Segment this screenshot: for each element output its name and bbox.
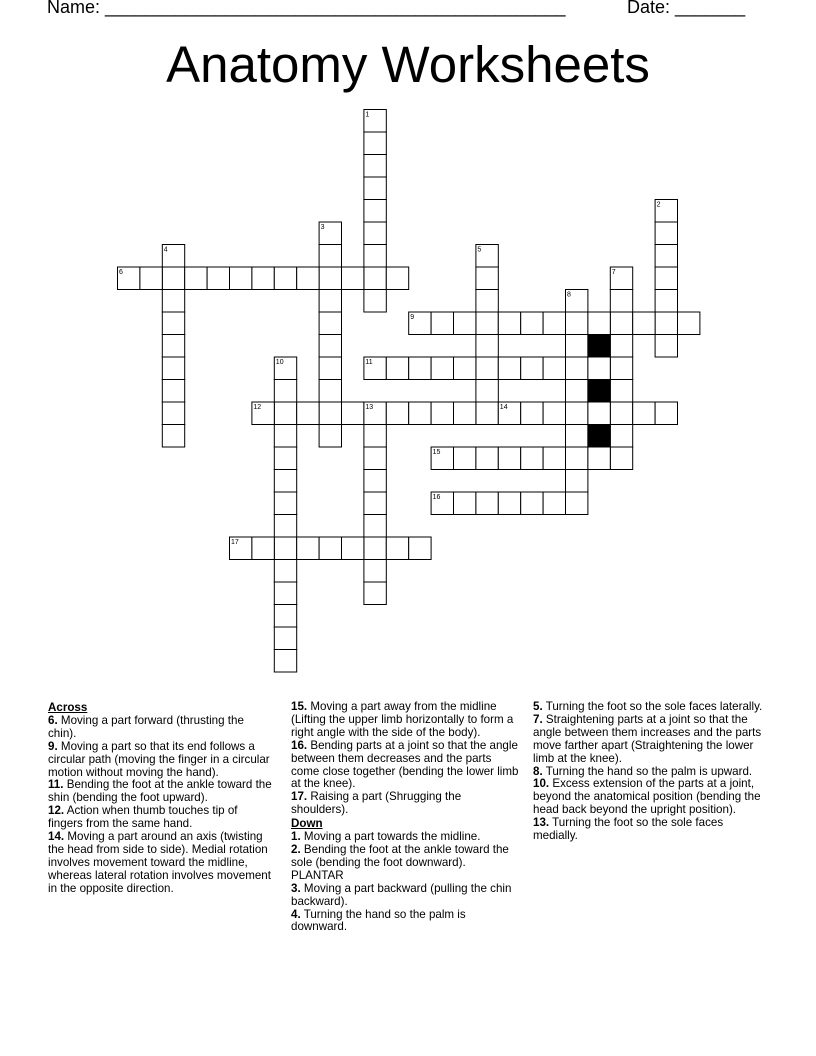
across-heading: Across <box>48 701 88 714</box>
crossword-cell[interactable] <box>610 312 632 335</box>
cell-number: 5 <box>477 246 482 254</box>
crossword-cell[interactable] <box>364 290 386 313</box>
cell-number: 3 <box>320 224 325 231</box>
crossword-cell[interactable] <box>566 447 588 470</box>
cell-number: 2 <box>656 201 661 209</box>
clue-number: 16. <box>291 738 308 752</box>
clue-text: Turning the hand so the palm is downward. <box>291 907 466 934</box>
down-clue <box>291 883 521 909</box>
crossword-cell[interactable] <box>543 402 565 425</box>
clue-number: 9. <box>48 739 58 753</box>
crossword-cell[interactable] <box>364 222 386 245</box>
crossword-cell[interactable] <box>566 335 588 358</box>
clue-number: 11. <box>48 778 64 792</box>
cell-number: 8 <box>567 291 571 299</box>
crossword-cell[interactable] <box>342 402 364 425</box>
crossword-cell[interactable] <box>319 402 341 425</box>
crossword-cell[interactable] <box>431 402 453 425</box>
crossword-cell[interactable] <box>364 582 386 605</box>
crossword-cell[interactable] <box>521 402 543 425</box>
clue-column-3 <box>533 701 765 843</box>
crossword-cell[interactable] <box>364 470 386 493</box>
crossword-cell[interactable] <box>476 335 498 358</box>
cell-number: 16 <box>432 494 441 501</box>
crossword-cell[interactable] <box>364 515 386 538</box>
crossword-cell[interactable] <box>364 267 386 290</box>
crossword-cell[interactable] <box>274 605 296 628</box>
crossword-cell[interactable] <box>162 335 184 358</box>
crossword-cell[interactable] <box>655 312 677 335</box>
crossword-cell[interactable] <box>274 582 296 605</box>
crossword-cell[interactable] <box>319 537 341 560</box>
crossword-cell[interactable] <box>297 267 319 290</box>
crossword-cell[interactable] <box>252 267 274 290</box>
cell-number: 11 <box>365 359 373 366</box>
across-clue <box>291 791 521 817</box>
crossword-cell[interactable] <box>319 245 341 268</box>
crossword-cell[interactable] <box>566 312 588 335</box>
down-clue <box>533 778 765 817</box>
down-clue <box>533 817 765 843</box>
crossword-cell[interactable] <box>476 357 498 380</box>
crossword-cell[interactable] <box>521 357 543 380</box>
crossword-cell[interactable] <box>274 425 296 448</box>
crossword-cell[interactable] <box>319 357 341 380</box>
crossword-cell[interactable] <box>386 537 408 560</box>
clue-text: Moving a part backward (pulling the chin backward). <box>291 881 512 908</box>
clue-text: Action when thumb touches tip of fingers from the same hand. <box>48 804 238 831</box>
crossword-cell[interactable] <box>185 267 207 290</box>
cell-number: 9 <box>410 314 415 321</box>
crossword-cell[interactable] <box>297 537 319 560</box>
crossword-cell[interactable] <box>678 312 700 335</box>
crossword-cell[interactable] <box>162 425 184 448</box>
across-clue <box>48 741 274 780</box>
cell-number: 1 <box>365 111 370 119</box>
crossword-cell[interactable] <box>476 402 498 425</box>
crossword-cell[interactable] <box>342 537 364 560</box>
crossword-cell[interactable] <box>543 357 565 380</box>
clue-number: 6. <box>48 713 58 727</box>
crossword-cell[interactable] <box>162 380 184 403</box>
clue-text: Straightening parts at a joint so that the angle between them increases and the parts move farther apart (Straightening the lower limb at the knee). <box>533 712 762 765</box>
date-field-line: Date: _______ <box>627 0 746 17</box>
crossword-cell[interactable] <box>342 267 364 290</box>
crossword-cell[interactable] <box>207 267 229 290</box>
crossword-cell[interactable] <box>454 402 476 425</box>
clue-number: 1. <box>291 830 301 844</box>
crossword-cell[interactable] <box>364 132 386 155</box>
crossword-cell[interactable] <box>319 290 341 313</box>
crossword-cell[interactable] <box>409 537 431 560</box>
clue-number: 2. <box>291 842 301 856</box>
across-clue <box>48 715 274 741</box>
down-clue <box>291 844 521 883</box>
crossword-cell[interactable] <box>162 357 184 380</box>
crossword-cell[interactable] <box>543 492 565 515</box>
crossword-cell[interactable] <box>386 357 408 380</box>
crossword-cell[interactable] <box>319 425 341 448</box>
crossword-cell[interactable] <box>543 447 565 470</box>
clue-number: 7. <box>533 712 543 726</box>
crossword-cell[interactable] <box>610 335 632 358</box>
crossword-cell[interactable] <box>274 560 296 583</box>
clue-number: 5. <box>533 700 543 713</box>
crossword-cell[interactable] <box>588 312 610 335</box>
across-clue <box>48 779 274 805</box>
crossword-cell[interactable] <box>566 357 588 380</box>
down-clue <box>291 909 521 935</box>
crossword-cell[interactable] <box>364 245 386 268</box>
clue-number: 3. <box>291 881 301 895</box>
crossword-cell[interactable] <box>588 357 610 380</box>
cell-number: 6 <box>119 269 123 276</box>
clue-text: Excess extension of the parts at a joint, beyond the anatomical position (bending the head back beyond the upright position). <box>533 777 761 817</box>
crossword-cell[interactable] <box>409 402 431 425</box>
crossword-cell[interactable] <box>364 537 386 560</box>
crossword-cell[interactable] <box>633 402 655 425</box>
crossword-cell[interactable] <box>498 312 520 335</box>
crossword-cell[interactable] <box>274 380 296 403</box>
crossword-cell[interactable] <box>409 357 431 380</box>
cell-number: 17 <box>231 539 239 546</box>
crossword-cell[interactable] <box>274 470 296 493</box>
cell-number: 13 <box>365 404 374 411</box>
clue-text: Moving a part forward (thrusting the chin). <box>48 713 244 740</box>
clue-number: 12. <box>48 804 65 818</box>
crossword-cell[interactable] <box>610 402 632 425</box>
crossword-cell[interactable] <box>162 267 184 290</box>
crossword-cell[interactable] <box>566 380 588 403</box>
clue-text: Turning the foot so the sole faces laterally. <box>545 700 763 713</box>
crossword-cell[interactable] <box>588 447 610 470</box>
crossword-cell[interactable] <box>274 267 296 290</box>
crossword-cell[interactable] <box>633 312 655 335</box>
across-clue <box>48 831 274 896</box>
clue-number: 15. <box>291 700 308 713</box>
crossword-cell[interactable] <box>655 290 677 313</box>
crossword-cell[interactable] <box>319 267 341 290</box>
crossword-cell[interactable] <box>655 267 677 290</box>
crossword-cell[interactable] <box>431 312 453 335</box>
crossword-cell[interactable] <box>566 492 588 515</box>
crossword-cell[interactable] <box>364 200 386 223</box>
crossword-cell[interactable] <box>655 335 677 358</box>
crossword-cell[interactable] <box>386 267 408 290</box>
crossword-cell[interactable] <box>610 425 632 448</box>
cell-number: 10 <box>275 359 284 366</box>
crossword-cell[interactable] <box>588 402 610 425</box>
clue-number: 14. <box>48 830 65 844</box>
down-clue <box>533 714 765 766</box>
crossword-cell[interactable] <box>610 380 632 403</box>
crossword-cell[interactable] <box>454 447 476 470</box>
crossword-cell[interactable] <box>498 492 520 515</box>
down-heading: Down <box>291 817 323 831</box>
cell-number: 15 <box>432 449 441 456</box>
crossword-cell[interactable] <box>543 312 565 335</box>
crossword-cell[interactable] <box>162 290 184 313</box>
crossword-cell[interactable] <box>274 627 296 650</box>
clue-text: Bending the foot at the ankle toward the sole (bending the foot downward). PLANTAR <box>291 842 509 882</box>
cell-number: 4 <box>163 246 168 254</box>
crossword-cell[interactable] <box>454 492 476 515</box>
clue-text: Moving a part away from the midline (Lifting the upper limb horizontally to form a right angle with the side of the body). <box>291 700 514 739</box>
cell-number: 14 <box>499 404 508 411</box>
crossword-cell[interactable] <box>297 402 319 425</box>
crossword-cell[interactable] <box>162 312 184 335</box>
across-clue <box>48 805 274 831</box>
crossword-shaded-cell <box>588 380 610 403</box>
clue-text: Moving a part so that its end follows a circular path (moving the finger in a circular motion without moving the hand). <box>48 739 270 779</box>
crossword-cell[interactable] <box>364 177 386 200</box>
crossword-cell[interactable] <box>274 447 296 470</box>
clue-text: Turning the hand so the palm is upward. <box>545 764 753 778</box>
clue-number: 17. <box>291 790 308 804</box>
clue-number: 8. <box>533 764 543 778</box>
crossword-cell[interactable] <box>521 312 543 335</box>
crossword-cell[interactable] <box>274 402 296 425</box>
clue-text: Bending the foot at the ankle toward the shin (bending the foot upward). <box>48 778 272 805</box>
crossword-cell[interactable] <box>476 447 498 470</box>
crossword-shaded-cell <box>588 425 610 448</box>
crossword-cell[interactable] <box>274 492 296 515</box>
clue-number: 13. <box>533 816 550 830</box>
crossword-cell[interactable] <box>566 425 588 448</box>
clue-column-1 <box>48 701 274 896</box>
crossword-cell[interactable] <box>610 447 632 470</box>
crossword-cell[interactable] <box>140 267 162 290</box>
crossword-cell[interactable] <box>521 447 543 470</box>
crossword-cell[interactable] <box>364 492 386 515</box>
crossword-cell[interactable] <box>498 447 520 470</box>
crossword-cell[interactable] <box>274 650 296 673</box>
crossword-cell[interactable] <box>364 560 386 583</box>
crossword-cell[interactable] <box>319 312 341 335</box>
crossword-cell[interactable] <box>162 402 184 425</box>
crossword-cell[interactable] <box>655 402 677 425</box>
clue-text: Raising a part (Shrugging the shoulders). <box>291 790 462 817</box>
name-field-line: Name: ______________________________________________ <box>47 0 566 17</box>
clue-text: Bending parts at a joint so that the angle between them decreases and the parts come close together (bending the lower limb at the knee). <box>291 738 519 791</box>
crossword-cell[interactable] <box>566 470 588 493</box>
crossword-cell[interactable] <box>521 492 543 515</box>
crossword-cell[interactable] <box>364 447 386 470</box>
clue-text: Moving a part towards the midline. <box>303 830 481 844</box>
clue-number: 4. <box>291 907 301 921</box>
crossword-cell[interactable] <box>610 290 632 313</box>
crossword-cell[interactable] <box>364 425 386 448</box>
crossword-cell[interactable] <box>476 267 498 290</box>
crossword-cell[interactable] <box>230 267 252 290</box>
crossword-cell[interactable] <box>454 312 476 335</box>
crossword-cell[interactable] <box>476 492 498 515</box>
clue-number: 10. <box>533 777 550 791</box>
crossword-shaded-cell <box>588 335 610 358</box>
crossword-cell[interactable] <box>476 290 498 313</box>
crossword-cell[interactable] <box>252 537 274 560</box>
crossword-cell[interactable] <box>498 357 520 380</box>
crossword-cell[interactable] <box>386 402 408 425</box>
crossword-cell[interactable] <box>274 537 296 560</box>
crossword-cell[interactable] <box>476 380 498 403</box>
across-clue <box>291 740 521 792</box>
clue-text: Turning the foot so the sole faces medially. <box>533 816 724 843</box>
worksheet-title: Anatomy Worksheets <box>166 36 650 93</box>
clue-text: Moving a part around an axis (twisting the head from side to side). Medial rotation involves movement toward the midline, whereas lateral rotation involves movement in the opposite direction. <box>48 830 271 895</box>
across-clue <box>291 701 521 740</box>
clue-column-2 <box>291 701 521 934</box>
crossword-cell[interactable] <box>566 402 588 425</box>
crossword-cell[interactable] <box>655 245 677 268</box>
cell-number: 7 <box>611 269 616 276</box>
crossword-cell[interactable] <box>431 357 453 380</box>
crossword-cell[interactable] <box>476 312 498 335</box>
cell-number: 12 <box>253 404 262 411</box>
crossword-cell[interactable] <box>454 357 476 380</box>
crossword-cell[interactable] <box>364 155 386 178</box>
crossword-cell[interactable] <box>655 222 677 245</box>
crossword-cell[interactable] <box>319 380 341 403</box>
crossword-cell[interactable] <box>274 515 296 538</box>
crossword-cell[interactable] <box>319 335 341 358</box>
crossword-cell[interactable] <box>610 357 632 380</box>
